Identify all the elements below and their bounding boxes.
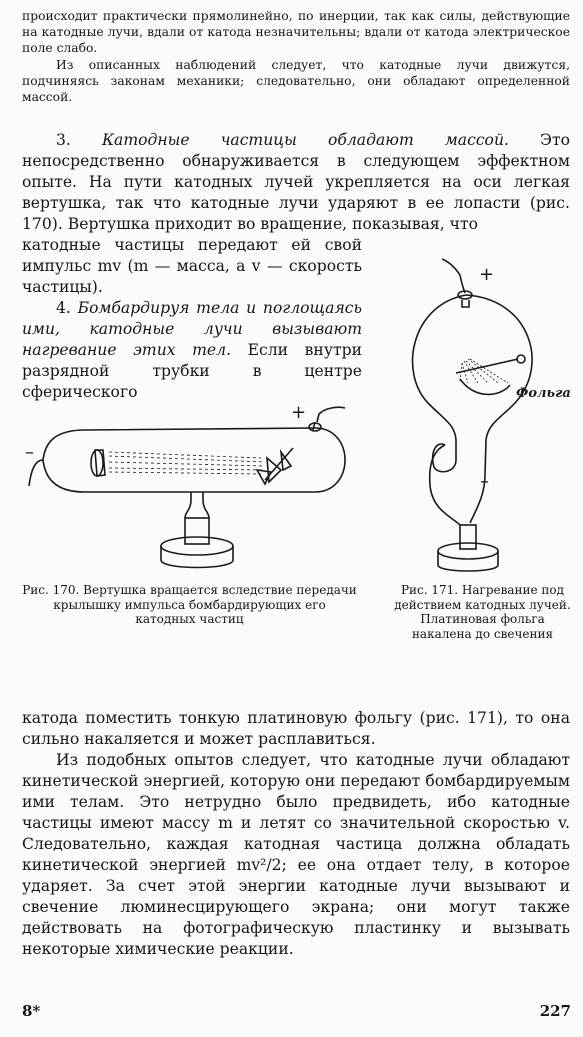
section-4 bbox=[22, 298, 362, 403]
section-3-paragraph bbox=[22, 130, 570, 235]
figure-171-sphere-tube bbox=[390, 255, 575, 575]
section-4-number: 4. bbox=[56, 299, 78, 317]
figure-171-caption: Рис. 171. Нагревание под действием катодных лучей. Платиновая фольга накалена до свечения bbox=[394, 583, 571, 641]
paragraph-bottom-2: Из подобных опытов следует, что катодные лучи обладают кинетической энергией, которую они передают бомбардируемым ими телам. Это нетрудно было предвидеть, ибо катодные частицы имеют массу m и летят со значительной скоростью v. Следовательно, каждая катодная частица должна обладать кинетической энергией mv²/2; ее она отдает телу, в которое ударяет. За счет этой энергии катодные лучи вызывают и свечение люминесцирующего экрана; они могут также действовать на фотографическую пластинку и вызывать некоторые химические реакции. bbox=[22, 751, 570, 958]
signature-mark: 8* bbox=[22, 1002, 41, 1020]
figure-170-minus-sign: – bbox=[25, 442, 34, 463]
figure-171-minus-sign: – bbox=[480, 471, 489, 492]
paragraph-top-2: Из описанных наблюдений следует, что катодные лучи движутся, подчиняясь законам механики; следовательно, они обладают определенной массой. bbox=[22, 57, 570, 105]
paragraph-bottom-1: катода поместить тонкую платиновую фольгу (рис. 171), то она сильно накаляется и может расплавиться. bbox=[22, 709, 570, 748]
figure-170-plus-sign: + bbox=[291, 402, 307, 423]
bottom-paragraphs bbox=[22, 708, 570, 960]
section-3-number: 3. bbox=[56, 131, 102, 149]
page-number: 227 bbox=[539, 1002, 571, 1020]
section-3 bbox=[22, 130, 570, 235]
section-3-title: Катодные частицы обладают массой. bbox=[101, 131, 509, 149]
paragraph-top-1: происходит практически прямолинейно, по инерции, так как силы, действующие на катодные лучи, вдали от катода незначительны; вдали от катода электрическое поле слабо. bbox=[22, 9, 570, 56]
section-3-text-2: катодные частицы передают ей свой импульс mv (m — масса, а v — скорость частицы). bbox=[22, 236, 362, 296]
section-4-title: Бомбардируя тела и поглощаясь ими, катодные лучи вызывают нагревание этих тел. bbox=[22, 299, 362, 359]
section-3-continued bbox=[22, 235, 362, 298]
figure-170-caption: Рис. 170. Вертушка вращается вследствие передачи крылышку импульса бомбардирующих его катодных частиц bbox=[22, 583, 357, 626]
section-3-text: Это непосредственно обнаруживается в следующем эффектном опыте. На пути катодных лучей укрепляется на оси легкая вертушка, так что катодные лучи ударяют в ее лопасти (рис. 170). Вертушка приходит во вращение, показывая, что bbox=[22, 131, 570, 233]
top-paragraphs bbox=[22, 8, 570, 105]
section-4-text: Если внутри разрядной трубки в центре сферического bbox=[22, 341, 362, 401]
figure-171-foil-label: Фольга bbox=[516, 386, 571, 401]
figure-171-plus-sign: + bbox=[479, 264, 495, 285]
figure-170-pinwheel-tube bbox=[25, 400, 365, 580]
section-4-paragraph bbox=[22, 298, 362, 403]
